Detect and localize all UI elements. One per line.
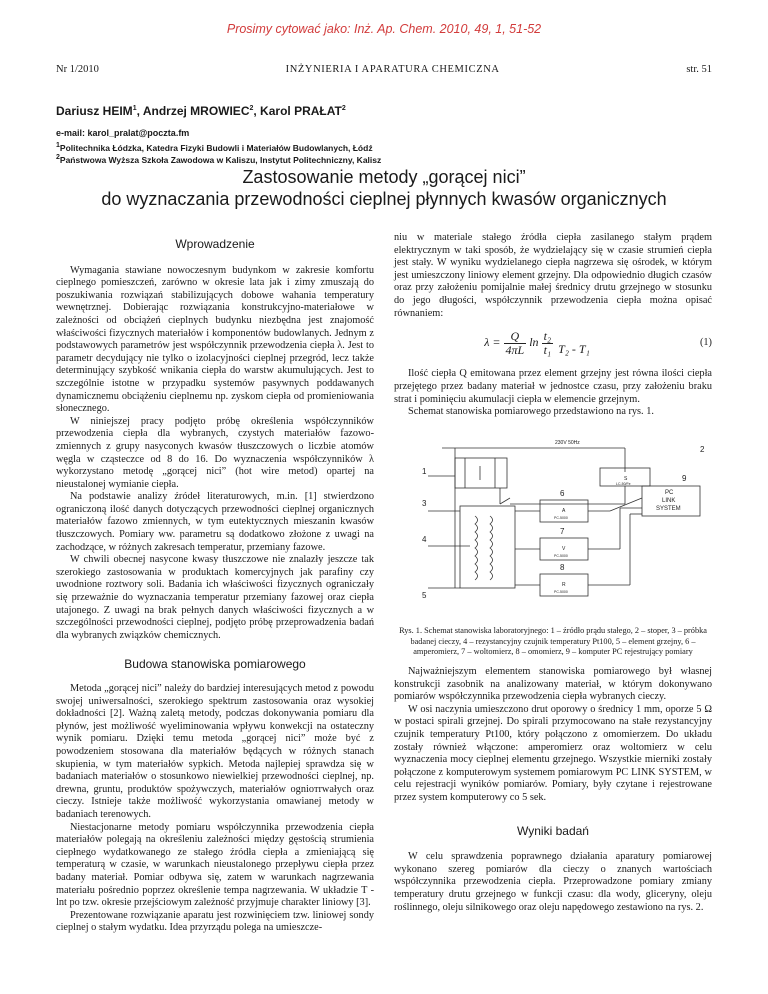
eq-4pil: 4πL [505, 342, 525, 357]
left-column [56, 230, 374, 935]
right-paragraph-1: niu w materiale stałego źródła ciepła zasilanego stałym prądem elektrycznym w taki sposób, że wydzielający się w czasie strumień ciepła jest stały. W wyniku wydzielanego ciepła nagrzewa się ośrodek, w którym jest umieszczony liniowy element grzejny. Dla odpowiednio długich czasów oraz przy założeniu pomijalnie małej średnicy drutu grzejnego w stosunku do jego długości, współczynnik przewodzenia ciepła można opisać równaniem: [394, 232, 712, 319]
author-2: , Andrzej MROWIEC [136, 104, 250, 118]
eq-frac-t [542, 330, 554, 356]
right-column-top [394, 232, 712, 419]
author-1-affil: 1 [132, 105, 137, 112]
right-paragraph-5: W osi naczynia umieszczono drut oporowy o średnicy 1 mm, oporze 5 Ω w postaci spirali grzejnej. Do spirali przymocowano na stałe rezystancyjny czujnik temperatury Pt100, który połączono z omomierzem. Do układu zostały również włączone: amperomierz oraz woltomierz w celu wyznaczenia mocy cieplnej elementu grzejnego. Wszystkie mierniki zostały połączone z komputerowym systemem pomiarowym PC LINK SYSTEM, w celu rejestracji wyników pomiarów. Pomiary, były czytane i rejestrowane przez system komputerowy co 5 sek. [394, 703, 712, 803]
eq-lhs: λ = [484, 335, 501, 349]
fig-ammeter-label: A [562, 508, 566, 514]
running-header [56, 64, 712, 75]
affiliation-2-text: Państwowa Wyższa Szkoła Zawodowa w Kaliszu, Instytut Politechniczny, Kalisz [59, 154, 382, 165]
affiliation-1-num: 1 [56, 142, 60, 149]
fig-stoper-label: S [624, 476, 628, 482]
affiliation-1 [56, 142, 373, 153]
fig-label-3: 3 [422, 499, 427, 508]
title-line-1: Zastosowanie metody „gorącej nici” [242, 167, 526, 187]
setup-paragraph-3: Prezentowane rozwiązanie aparatu jest rozwinięciem tzw. liniowej sondy cieplnej o stałym wydatku. Idea przyrządu polega na umieszcze- [56, 909, 374, 934]
fig-label-9: 9 [682, 474, 687, 483]
intro-paragraph-3: Na podstawie analizy źródeł literaturowych, m.in. [1] stwierdzono ograniczoną ilość danych dotyczących przewodności cieplnej organicznych materiałów fazowo zmiennych, w tym eutektycznych mieszanin kwasów tłuszczowych. Pomiary ww. parametru są dodatkowo złożone z uwagi na zachodzące, w różnych zakresach temperatur, przemiany fazowe. [56, 491, 374, 553]
intro-paragraph-1: Wymagania stawiane nowoczesnym budynkom w zakresie komfortu cieplnego pomieszczeń, zarówno w okresie lata jak i zimy zmuszają do poszukiwania rozwiązań stabilizujących dobowe wahania temperatury wewnętrznej. Dobierając rozwiązania konstrukcyjno-materiałowe w zależności od obciążeń cieplnych budynku niezbędna jest znajomość właściwości fizycznych materiałów i komponentów budowlanych. Jednym z podstawowych parametrów jest współczynnik przewodzenia ciepła λ. Jest to parametr decydujący nie tylko o izolacyjności cieplnej przegród, lecz także determinujący szybkość wnikania ciepła do warstw akumulujących. Jest to szczególnie istotne w przypadku systemów pasywnych poddawanych dynamicznemu obciążeniu cieplnemu np. zyskom ciepła od promieniowania słonecznego. [56, 264, 374, 415]
fig-voltmeter-model: PC-5000 [554, 554, 568, 558]
fig-pc-line-1: PC [665, 490, 674, 496]
fig-pc-line-3: SYSTEM [656, 506, 681, 512]
eq-q: Q [504, 330, 527, 344]
intro-paragraph-4: W chwili obecnej nasycone kwasy tłuszczowe nie znalazły jeszcze tak szerokiego zastosowania w produktach komercyjnych jak parafiny czy uwodnione roztwory soli. Badania ich właściwości fizycznych ograniczały się przeważnie do wyznaczania temperatur przemiany fazowej oraz ciepła utajonego. Z uwagi na brak pełnych danych właściwości fizycznych a w szczególności przewodności cieplnej, podjęto próbę przeprowadzenia badań dla wybranych związków chemicznych. [56, 554, 374, 641]
eq-t1: t₁ [543, 342, 552, 357]
affiliation-2-num: 2 [56, 154, 60, 161]
fig-ohmmeter-label: R [562, 582, 566, 588]
eq-t2: t₂ [543, 329, 552, 344]
eq-frac-dt [556, 331, 592, 356]
fig-label-6: 6 [560, 489, 565, 498]
page-number: str. 51 [686, 64, 712, 75]
fig-label-4: 4 [422, 535, 427, 544]
author-1: Dariusz HEIM [56, 104, 133, 118]
fig-label-1: 1 [422, 467, 427, 476]
intro-paragraph-2: W niniejszej pracy podjęto próbę określenia współczynników przewodzenia ciepła dla wybranych, czystych materiałów fazowo-zmiennych z grupy nasyconych kwasów tłuszczowych o liczbie atomów węgla w cząsteczce od 8 do 16. Do wyznaczenia współczynników λ wykorzystano metodę „gorącej nici” (hot wire metod) opartej na nieustalonej wymianie ciepła. [56, 415, 374, 490]
section-heading-intro: Wprowadzenie [175, 237, 255, 251]
fig-pc-line-2: LINK [662, 498, 676, 504]
paper-title [0, 166, 768, 210]
fig-ammeter-model: PC-5000 [554, 516, 568, 520]
title-line-2: do wyznaczania przewodności cieplnej płynnych kwasów organicznych [101, 189, 667, 209]
fig-label-2: 2 [700, 445, 705, 454]
issue-number: Nr 1/2010 [56, 64, 99, 75]
eq-ln: ln [529, 335, 539, 349]
right-paragraph-3: Schemat stanowiska pomiarowego przedstawiono na rys. 1. [408, 406, 654, 418]
figure-1-schematic [420, 436, 710, 612]
right-paragraph-2: Ilość ciepła Q emitowana przez element grzejny jest równa ilości ciepła przejętego przez badany materiał w jednostce czasu, przy założeniu braku strat i pominięciu akumulacji ciepła w elemencie grzejnym. [394, 368, 712, 405]
eq-frac-q [504, 330, 527, 356]
results-paragraph-1: W celu sprawdzenia poprawnego działania aparatury pomiarowej wykonano szereg pomiarów dla cieczy o znanych wartościach współczynnika przewodzenia ciepła. Przeprowadzone pomiary zmiany temperatury drutu grzejnego w funkcji czasu: dla wody, gliceryny, oleju roślinnego, oleju silnikowego oraz oleju napędowego zestawiono na rys. 2. [394, 851, 712, 913]
citation-note: Prosimy cytować jako: Inż. Ap. Chem. 2010, 49, 1, 51-52 [226, 22, 542, 36]
equation-number: (1) [699, 336, 712, 348]
fig-voltmeter-label: V [562, 546, 566, 552]
fig-label-5: 5 [422, 591, 427, 600]
section-heading-setup: Budowa stanowiska pomiarowego [124, 657, 306, 672]
right-paragraph-4: Najważniejszym elementem stanowiska pomiarowego był własnej konstrukcji zasobnik na analizowany materiał, w którym dokonywano pomiarów współczynnika przewodzenia ciepła wybranych cieczy. [394, 666, 712, 703]
affiliation-1-text: Politechnika Łódzka, Katedra Fizyki Budowli i Materiałów Budowlanych, Łódź [59, 142, 373, 153]
author-list [56, 104, 346, 118]
fig-label-8: 8 [560, 563, 565, 572]
figure-1-caption: Rys. 1. Schemat stanowiska laboratoryjnego: 1 – źródło prądu stałego, 2 – stoper, 3 – próbka badanej cieczy, 4 – rezystancyjny czujnik temperatury Pt100, 5 – element grzejny, 6 – amperomierz, 7 – woltomierz, 8 – omomierz, 9 – komputer PC rejestrujący pomiary [399, 626, 707, 656]
author-2-affil: 2 [249, 105, 254, 112]
equation-formula [394, 330, 682, 356]
fig-stoper-model: LC-50/Fe [616, 482, 631, 486]
setup-paragraph-2: Niestacjonarne metody pomiaru współczynnika przewodzenia ciepła materiałów polegają na określeniu zależności między gęstością strumienia ciepłnego wydatkowanego ze stałego źródła ciepła a zmieniającą się temperaturą w czasie, w warunkach nieustalonego przepływu ciepła przez badany materiał. Pomiar odbywa się, zatem w warunkach nagrzewania materiału pośrednio poprzez określenie tempa nagrzewania. W układzie T - lnt po tzw. okresie przejściowym zależność przyjmuje charakter liniowy [3]. [56, 821, 374, 909]
right-column-bottom [394, 666, 712, 914]
section-heading-results: Wyniki badań [517, 823, 589, 838]
author-3-affil: 2 [341, 105, 346, 112]
fig-supply-label: 230V 50Hz [555, 440, 580, 446]
fig-ohmmeter-model: PC-5000 [554, 590, 568, 594]
author-3: , Karol PRAŁAT [253, 104, 342, 118]
affiliation-2 [56, 154, 381, 165]
eq-temp-diff: T₂ - T₁ [558, 342, 590, 357]
equation-1 [394, 330, 712, 356]
contact-email: e-mail: karol_pralat@poczta.fm [56, 128, 190, 138]
fig-label-7: 7 [560, 527, 565, 536]
setup-paragraph-1: Metoda „gorącej nici” należy do bardziej interesujących metod z powodu swojej uniwersalności, szerokiego spektrum zastosowania oraz wysokiej dokładności [2]. Ważną zaletą metody, podczas dokonywania pomiaru dla płynów, jest możliwość wyeliminowania wpływu konwekcji na ostateczny wynik pomiaru. Dzięki temu metoda „gorącej nici” może być z powodzeniem stosowana dla materiałów będących w różnych stanach skupienia, w tym materiałów sypkich. Metoda najlepiej sprawdza się w badaniach materiałów o stosunkowo niewielkiej przewodności cieplnej, np. drewna, gruntu, produktów spożywczych, materiałów ognioтrwałych oraz cieczy. Istnieje także możliwość wykorzystania omawianej metody w badaniach terenowych. [56, 683, 374, 820]
journal-name: INŻYNIERIA I APARATURA CHEMICZNA [285, 64, 500, 75]
